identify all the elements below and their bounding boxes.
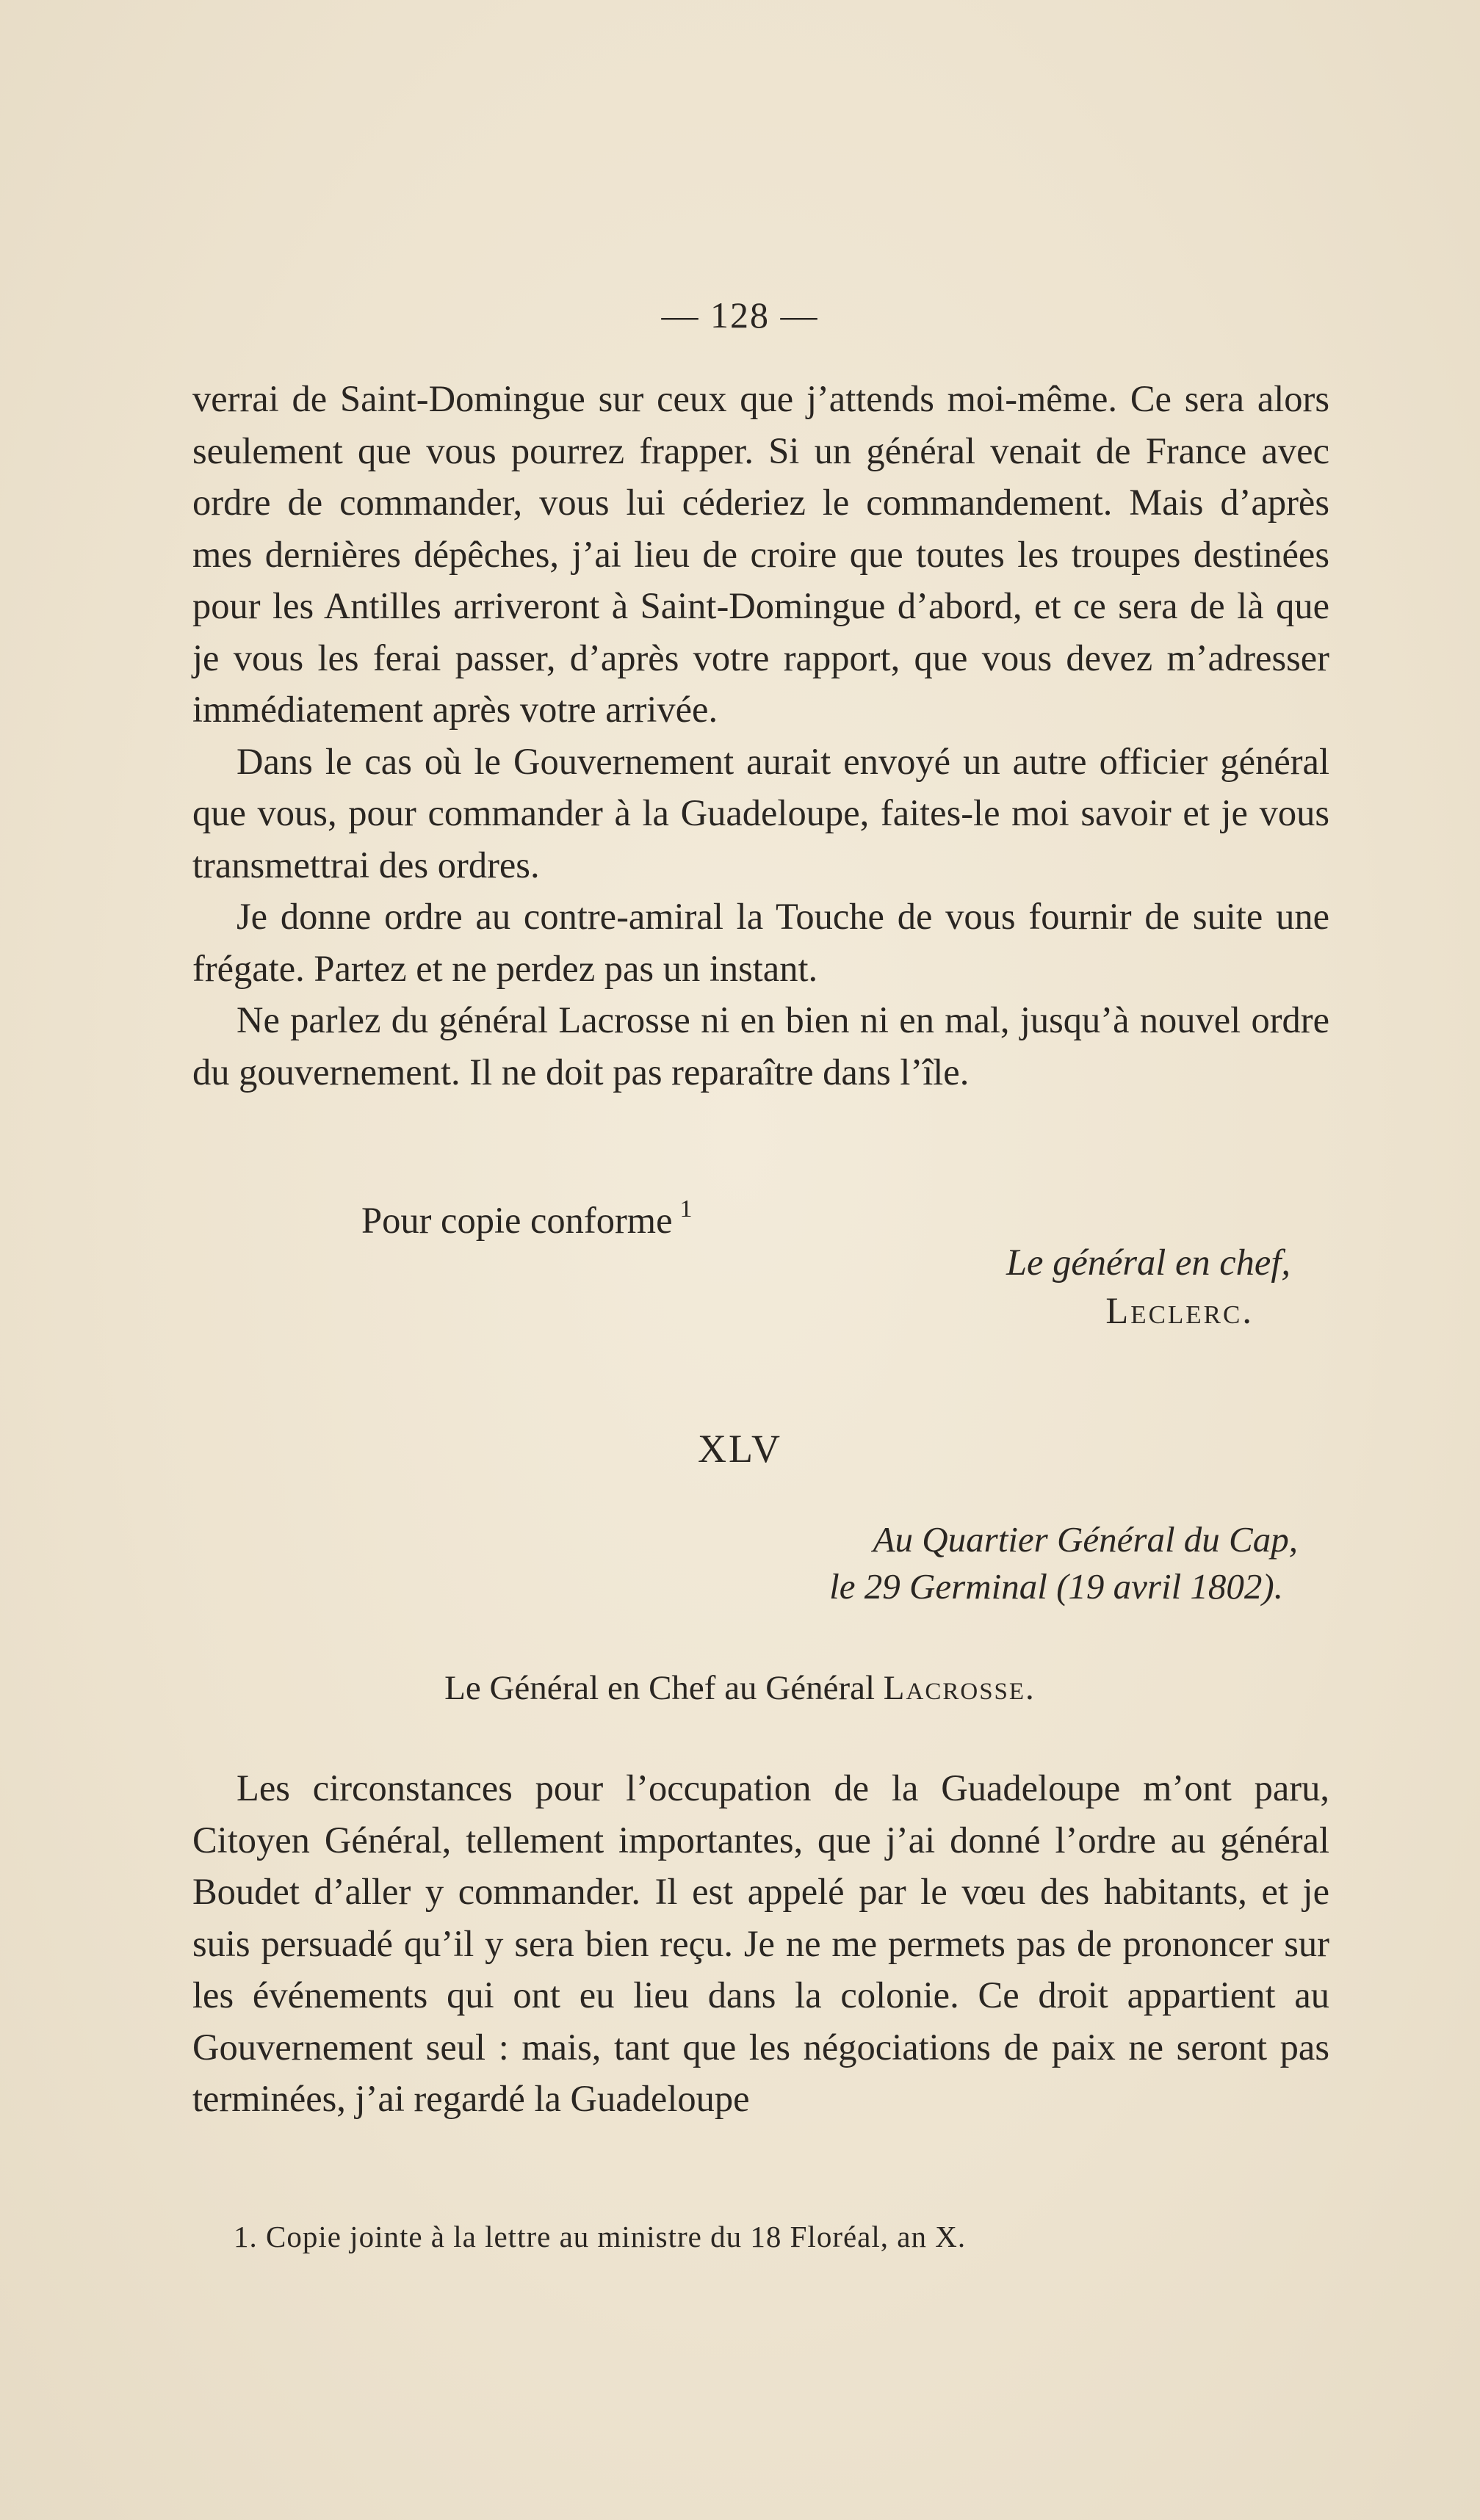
paragraph: verrai de Saint-Domingue sur ceux que j’attends moi-même. Ce sera alors seulement que vous pourrez frapper. Si un général venait de France avec ordre de commander, vous lui céderiez le commandement. Mais d’après mes dernières dépêches, j’ai lieu de croire que toutes les troupes destinées pour les Antilles arriveront à Saint-Domingue d’abord, et ce sera de là que je vous les ferai passer, d’après votre rapport, que vous devez m’adresser immédiatement après votre arrivée. [192, 378, 1329, 730]
salutation-prefix: Le Général en Chef au Général [444, 1669, 876, 1707]
signature-title: Le général en chef, [1006, 1242, 1291, 1283]
copy-attestation [361, 1195, 693, 1242]
footnote: 1. Copie jointe à la lettre au ministre du 18 Floréal, an X. [234, 2220, 967, 2253]
signature-name: Leclerc. [1105, 1290, 1254, 1331]
paragraph: Les circonstances pour l’occupation de la Guadeloupe m’ont paru, Citoyen Général, tellement importantes, que j’ai donné l’ordre au général Boudet d’aller y commander. Il est appelé par le vœu des habitants, et je suis persuadé qu’il y sera bien reçu. Je ne me permets pas de prononcer sur les événements qui ont eu lieu dans la colonie. Ce droit appartient au Gouvernement seul : mais, tant que les négociations de paix ne seront pas terminées, j’ai regardé la Guadeloupe [192, 1767, 1329, 2119]
page-number: — 128 — [661, 294, 819, 336]
dateline-date: le 29 Germinal (19 avril 1802). [829, 1566, 1283, 1607]
paragraph: Je donne ordre au contre-amiral la Touche de vous fournir de suite une frégate. Partez et ne perdez pas un instant. [192, 896, 1329, 989]
letter-number: XLV [697, 1427, 783, 1471]
paragraph: Ne parlez du général Lacrosse ni en bien ni en mal, jusqu’à nouvel ordre du gouvernement. Il ne doit pas reparaître dans l’île. [192, 999, 1329, 1093]
footnote-marker: 1 [679, 1195, 693, 1223]
letter-continuation [192, 373, 1329, 1098]
copy-attestation-text: Pour copie conforme [361, 1200, 673, 1241]
paragraph: Dans le cas où le Gouvernement aurait envoyé un autre officier général que vous, pour commander à la Guadeloupe, faites-le moi savoir et je vous transmettrai des ordres. [192, 740, 1329, 886]
letter-body [192, 1762, 1329, 2125]
salutation [0, 1668, 1480, 1708]
dateline-place: Au Quartier Général du Cap, [873, 1519, 1298, 1560]
salutation-name: Lacrosse. [883, 1669, 1036, 1707]
